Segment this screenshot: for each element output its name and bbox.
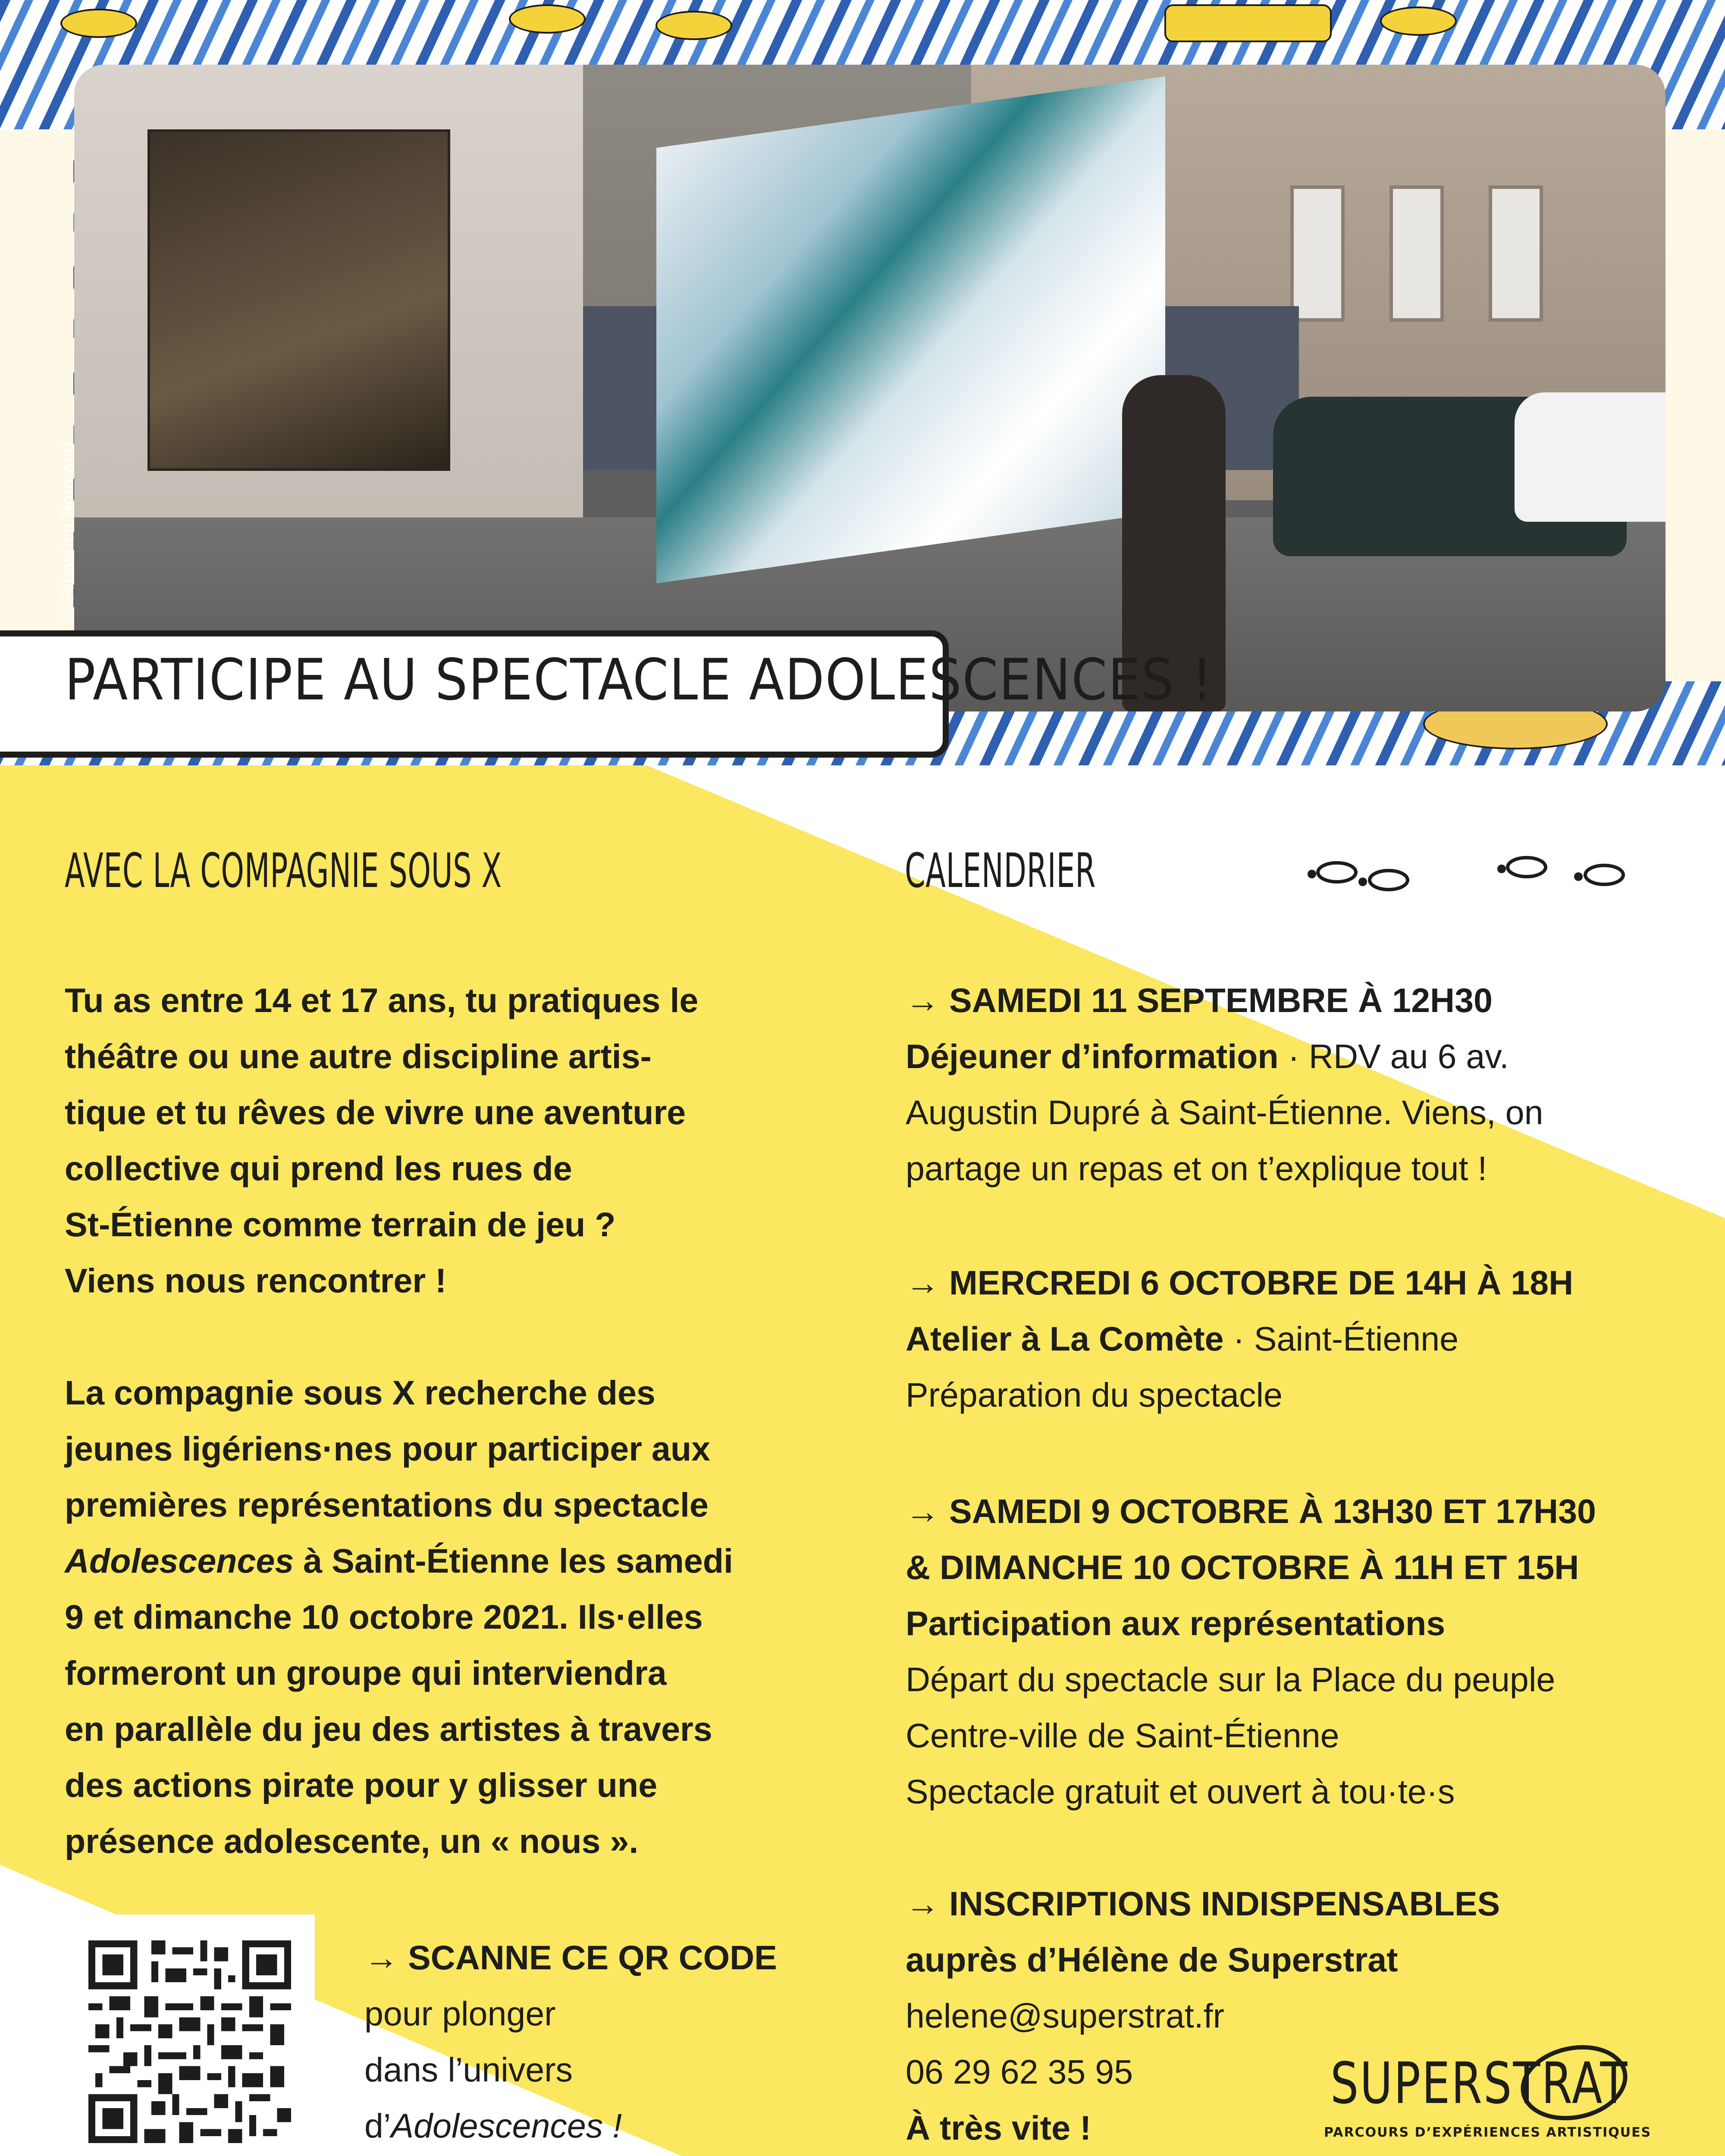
intro-paragraph <box>65 972 698 1309</box>
text-line: théâtre ou une autre discipline artis- <box>65 1037 652 1075</box>
photo-credit: © Sébastien Normand <box>58 442 77 625</box>
separator: · <box>1223 1319 1254 1358</box>
closing-text: À très vite ! <box>906 2109 1091 2147</box>
text-line: des actions pirate pour y glisser une <box>65 1766 658 1804</box>
text-line: Centre-ville de Saint-Étienne <box>906 1716 1339 1755</box>
fish-icon <box>656 11 732 40</box>
qr-caption <box>364 1930 777 2154</box>
fish-icon <box>509 4 586 34</box>
text-line: Tu as entre 14 et 17 ans, tu pratiques le <box>65 981 699 1019</box>
event-date: → SAMEDI 11 SEPTEMBRE À 12H30 <box>906 981 1493 1019</box>
text-line: auprès d’Hélène de Superstrat <box>906 1940 1398 1979</box>
event-place: RDV au 6 av. <box>1308 1037 1509 1075</box>
text-line: présence adolescente, un « nous ». <box>65 1822 639 1860</box>
boat-icon <box>1164 4 1332 42</box>
event-date: & DIMANCHE 10 OCTOBRE À 11H ET 15H <box>906 1548 1579 1586</box>
car <box>1515 392 1665 522</box>
registration-title: → INSCRIPTIONS INDISPENSABLES <box>906 1884 1500 1923</box>
text-line: dans l’univers <box>364 2050 573 2089</box>
separator: · <box>1278 1037 1309 1075</box>
text-line: partage un repas et on t’explique tout ! <box>906 1149 1487 1188</box>
text-line: jeunes ligériens·nes pour participer aux <box>65 1429 711 1468</box>
calendar-event-2 <box>906 1255 1573 1423</box>
text-line: La compagnie sous X recherche des <box>65 1373 656 1412</box>
event-title: Participation aux représentations <box>906 1604 1446 1642</box>
qr-code[interactable] <box>88 1940 291 2143</box>
event-date: → SAMEDI 9 OCTOBRE À 13H30 ET 17H30 <box>906 1492 1596 1530</box>
event-date: → MERCREDI 6 OCTOBRE DE 14H À 18H <box>906 1263 1574 1302</box>
superstrat-logo: SUPERSTRAT <box>1330 2050 1629 2117</box>
text-line: Préparation du spectacle <box>906 1376 1283 1414</box>
contact-phone[interactable]: 06 29 62 35 95 <box>906 2053 1133 2091</box>
text-line: en parallèle du jeu des artistes à travers <box>65 1710 712 1748</box>
event-title: Déjeuner d’information <box>906 1037 1279 1075</box>
text-fragment: d’ <box>364 2106 391 2145</box>
fish-icon <box>60 9 137 38</box>
text-line: 9 et dimanche 10 octobre 2021. Ils·elles <box>65 1598 703 1636</box>
section-heading-company: AVEC LA COMPAGNIE SOUS X <box>65 843 502 898</box>
company-paragraph <box>65 1365 733 1869</box>
event-title: Atelier à La Comète <box>906 1319 1224 1358</box>
text-line: Spectacle gratuit et ouvert à tou·te·s <box>906 1772 1455 1811</box>
event-place: Saint-Étienne <box>1254 1319 1459 1358</box>
show-title-italic: Adolescences <box>65 1542 294 1580</box>
footprints-icon <box>1302 852 1639 899</box>
logo-tagline: PARCOURS D’EXPÉRIENCES ARTISTIQUES <box>1324 2125 1652 2140</box>
text-line: premières représentations du spectacle <box>65 1485 709 1524</box>
text-line: Augustin Dupré à Saint-Étienne. Viens, on <box>906 1093 1543 1131</box>
text-line: tique et tu rêves de vivre une aventure <box>65 1093 686 1131</box>
page-title: PARTICIPE AU SPECTACLE ADOLESCENCES ! <box>65 647 1214 713</box>
text-line: pour plonger <box>364 1994 556 2033</box>
wall-poster <box>147 129 450 471</box>
text-fragment: à Saint-Étienne les samedi <box>294 1542 733 1580</box>
text-line: collective qui prend les rues de <box>65 1149 572 1188</box>
text-line: Départ du spectacle sur la Place du peuple <box>906 1660 1556 1698</box>
text-line: formeront un groupe qui interviendra <box>65 1654 667 1692</box>
contact-email[interactable]: helene@superstrat.fr <box>906 1996 1224 2035</box>
fish-icon <box>1380 6 1457 36</box>
illustration-right-strip <box>1665 129 1725 681</box>
qr-cta: → SCANNE CE QR CODE <box>364 1938 777 1977</box>
flag <box>656 76 1165 583</box>
calendar-event-3 <box>906 1483 1596 1820</box>
calendar-event-1 <box>906 972 1543 1197</box>
show-title-italic: Adolescences ! <box>391 2106 622 2145</box>
section-heading-calendar: CALENDRIER <box>905 843 1096 898</box>
text-line: St-Étienne comme terrain de jeu ? <box>65 1205 616 1244</box>
text-line: Viens nous rencontrer ! <box>65 1261 447 1300</box>
hero-photo <box>74 65 1665 711</box>
